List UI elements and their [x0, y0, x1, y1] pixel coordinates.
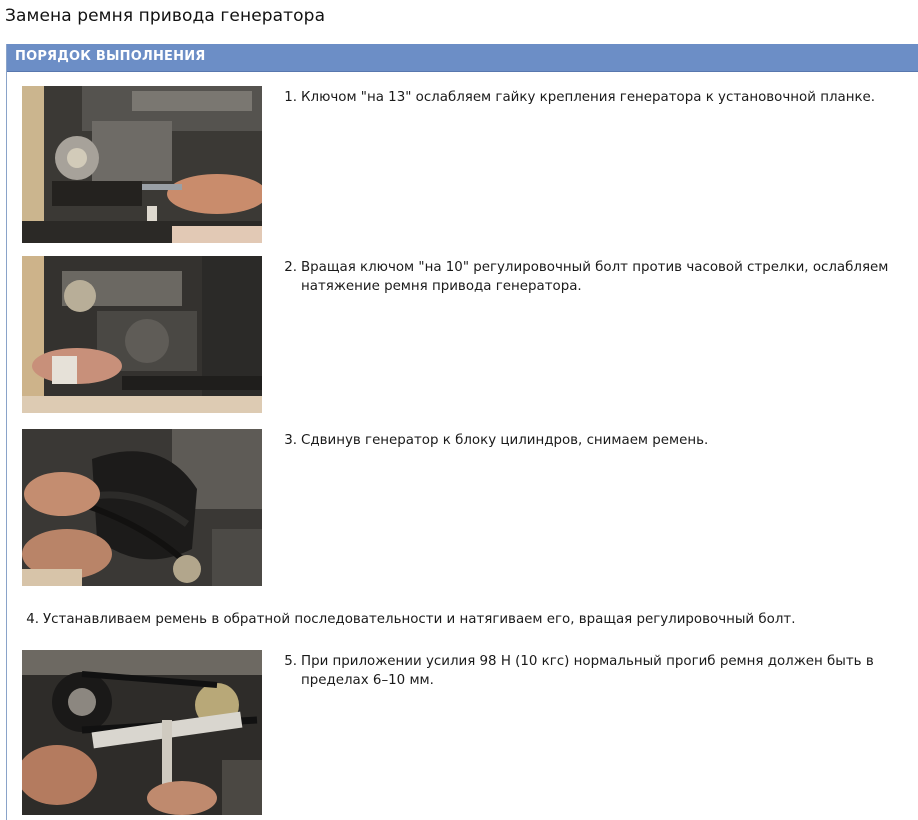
- step-4-number: 4.: [26, 612, 39, 627]
- procedure-panel: [6, 44, 918, 820]
- step-5-text: При приложении усилия 98 Н (10 кгс) нормальный прогиб ремня должен быть в пределах 6–10 мм.: [301, 654, 874, 688]
- page-title: Замена ремня привода генератора: [5, 6, 326, 26]
- step-4-text: Устанавливаем ремень в обратной последовательности и натягиваем его, вращая регулировочный болт.: [43, 612, 796, 627]
- step-3-number: 3.: [284, 433, 297, 448]
- step-2-number: 2.: [284, 260, 297, 275]
- section-header-label: ПОРЯДОК ВЫПОЛНЕНИЯ: [15, 49, 206, 64]
- step-5-number: 5.: [284, 654, 297, 669]
- step-2-text: Вращая ключом "на 10" регулировочный болт против часовой стрелки, ослабляем натяжение ремня привода генератора.: [301, 260, 889, 294]
- section-header: [7, 44, 918, 72]
- step-3-text: Сдвинув генератор к блоку цилиндров, снимаем ремень.: [301, 433, 709, 448]
- step-1-text: Ключом "на 13" ослабляем гайку крепления генератора к установочной планке.: [301, 90, 876, 105]
- step-5-photo: [22, 650, 262, 815]
- step-2-photo: [22, 256, 262, 413]
- step-1-number: 1.: [284, 90, 297, 105]
- step-1-photo: [22, 86, 262, 243]
- step-3-photo: [22, 429, 262, 586]
